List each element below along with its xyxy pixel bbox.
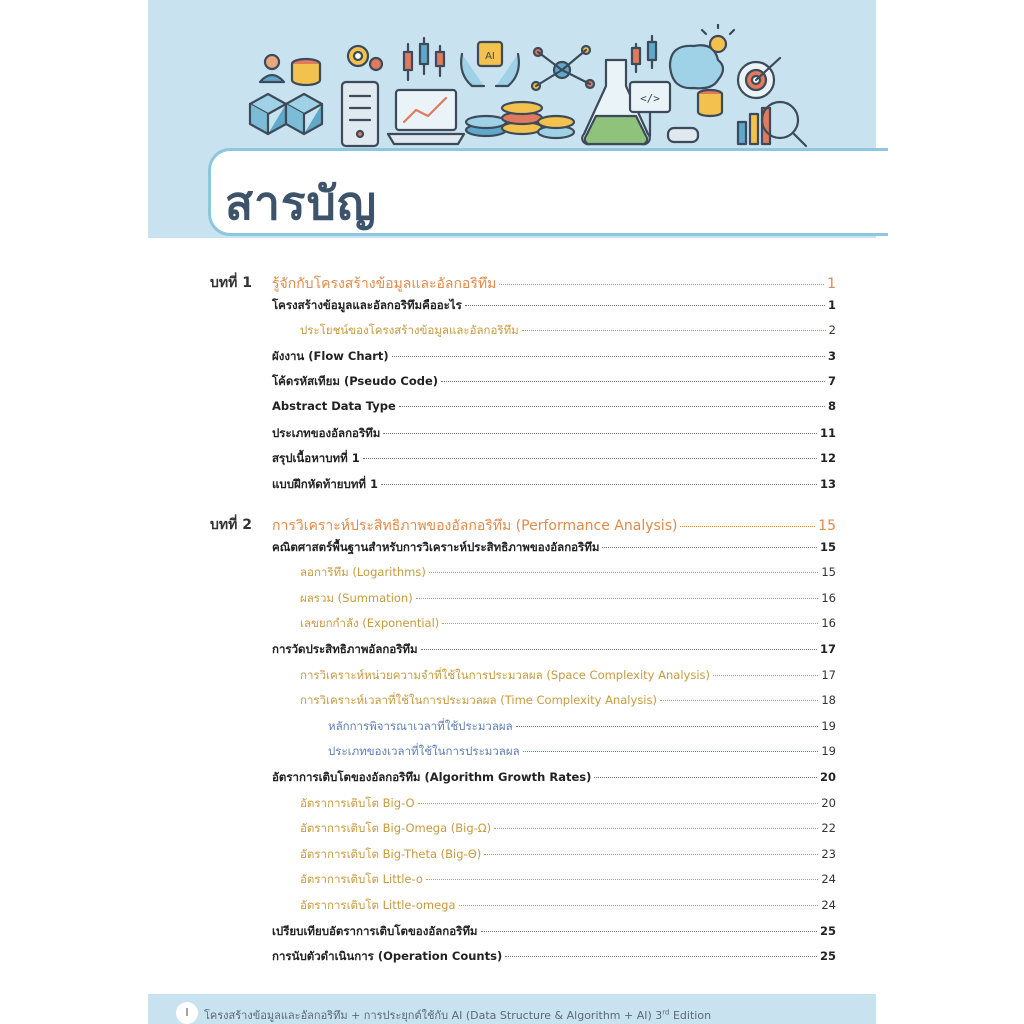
toc-entry-page: 8 — [827, 399, 836, 413]
dot-leader — [416, 598, 819, 599]
toc-entry-title: เปรียบเทียบอัตราการเติบโตของอัลกอริทึม — [272, 923, 478, 938]
toc-entry-page: 23 — [821, 846, 836, 861]
toc-entry[interactable] — [272, 923, 836, 941]
toc-entry[interactable] — [300, 692, 836, 710]
toc-entry[interactable] — [300, 897, 836, 915]
toc-entry[interactable] — [272, 769, 836, 787]
toc-entry[interactable] — [272, 515, 836, 537]
dot-leader — [459, 905, 819, 906]
toc-entry-page: 2 — [828, 323, 836, 338]
toc-entry-page: 24 — [821, 872, 836, 887]
chapter-label: บทที่ 1 — [210, 275, 252, 291]
toc-entry-page: 7 — [827, 374, 836, 389]
toc-entry[interactable] — [300, 590, 836, 608]
toc-entry-page: 25 — [819, 923, 836, 938]
toc-entry[interactable] — [272, 373, 836, 391]
dot-leader — [383, 433, 817, 434]
toc-entry-page: 1 — [827, 276, 836, 292]
toc-entry-page: 11 — [819, 425, 836, 440]
toc-entry-page: 15 — [818, 518, 836, 534]
dot-leader — [465, 305, 825, 306]
footer-text: โครงสร้างข้อมูลและอัลกอริทึม + การประยุกต์ใช้กับ AI (Data Structure & Algorithm + AI) 3rd Edition — [204, 1008, 712, 1022]
dot-leader — [680, 526, 815, 527]
toc-entry-title: การวิเคราะห์ประสิทธิภาพของอัลกอริทึม (Performance Analysis) — [272, 518, 678, 534]
dot-leader — [381, 484, 817, 485]
dot-leader — [426, 879, 818, 880]
toc-entry-title: ประเภทของอัลกอริทึม — [272, 425, 381, 440]
toc-entry[interactable] — [272, 450, 836, 468]
toc-entry[interactable] — [300, 564, 836, 582]
dot-leader — [602, 547, 817, 548]
toc-entry-title: การนับตัวดำเนินการ (Operation Counts) — [272, 949, 503, 964]
toc-entry-page: 20 — [821, 795, 836, 810]
toc-entry-title: ผลรวม (Summation) — [300, 590, 413, 605]
toc-entry-title: การวัดประสิทธิภาพอัลกอริทึม — [272, 642, 418, 656]
toc-entry[interactable] — [328, 718, 836, 736]
dot-leader — [660, 700, 818, 701]
toc-entry-title: อัตราการเติบโตของอัลกอริทึม (Algorithm Growth Rates) — [272, 770, 592, 784]
dot-leader — [392, 356, 825, 357]
toc-entry-page: 18 — [821, 693, 836, 708]
dot-leader — [429, 572, 819, 573]
toc-entry-page: 1 — [827, 297, 836, 312]
dot-leader — [499, 284, 824, 285]
toc-entry[interactable] — [272, 425, 836, 443]
dot-leader — [441, 381, 825, 382]
toc-entry-title: โค้ดรหัสเทียม (Pseudo Code) — [272, 374, 439, 389]
page-footer — [148, 994, 876, 1024]
toc-entry[interactable] — [300, 615, 836, 633]
toc-entry-page: 20 — [819, 770, 836, 784]
toc-entry[interactable] — [272, 948, 836, 966]
toc-entry-page: 19 — [821, 744, 836, 759]
toc-entry-title: ผังงาน (Flow Chart) — [272, 348, 389, 363]
toc-entry-title: Abstract Data Type — [272, 399, 396, 413]
toc-entry-page: 17 — [819, 642, 836, 656]
toc-entry-page: 16 — [821, 616, 836, 631]
toc-entry-page: 15 — [819, 539, 836, 554]
toc-entry-title: อัตราการเติบโต Big-O — [300, 795, 415, 810]
dot-leader — [418, 803, 819, 804]
dot-leader — [421, 649, 817, 650]
toc-entry[interactable] — [272, 641, 836, 659]
toc-entry-title: หลักการพิจารณาเวลาที่ใช้ประมวลผล — [328, 718, 513, 733]
toc-entry-page: 13 — [819, 476, 836, 491]
toc-entry[interactable] — [272, 399, 836, 413]
toc-entry-title: รู้จักกับโครงสร้างข้อมูลและอัลกอริทึม — [272, 276, 497, 292]
toc-entry-page: 25 — [819, 949, 836, 964]
toc-entry[interactable] — [300, 846, 836, 864]
dot-leader — [594, 777, 817, 778]
toc-entry-title: อัตราการเติบโต Big-Theta (Big-Θ) — [300, 846, 482, 861]
toc-entry-page: 16 — [821, 590, 836, 605]
toc-entry-page: 15 — [821, 565, 836, 580]
svg-text:AI: AI — [485, 51, 495, 62]
toc-entry-page: 22 — [821, 821, 836, 836]
dot-leader — [442, 623, 818, 624]
chapter-label: บทที่ 2 — [210, 517, 252, 533]
toc-entry-title: ประเภทของเวลาที่ใช้ในการประมวลผล — [328, 744, 520, 759]
toc-entry[interactable] — [272, 297, 836, 315]
dot-leader — [399, 406, 825, 407]
page-number: I — [176, 1002, 198, 1024]
dot-leader — [484, 854, 818, 855]
toc-entry[interactable] — [300, 322, 836, 340]
toc-entry-page: 3 — [827, 348, 836, 363]
toc-entry-title: โครงสร้างข้อมูลและอัลกอริทึมคืออะไร — [272, 297, 462, 312]
toc-entry-page: 12 — [819, 451, 836, 466]
toc-entry-page: 19 — [821, 718, 836, 733]
svg-text:</>: </> — [640, 92, 660, 105]
toc-entry[interactable] — [272, 476, 836, 494]
toc-entry-title: อัตราการเติบโต Little-omega — [300, 898, 456, 912]
toc-entry-title: การวิเคราะห์หน่วยความจำที่ใช้ในการประมวลผล (Space Complexity Analysis) — [300, 667, 711, 682]
toc-entry-page: 24 — [821, 898, 836, 912]
toc-entry[interactable] — [272, 539, 836, 557]
toc-entry[interactable] — [272, 348, 836, 366]
toc-entry[interactable] — [328, 743, 836, 761]
toc-entry-title: แบบฝึกหัดท้ายบทที่ 1 — [272, 476, 379, 491]
dot-leader — [516, 726, 819, 727]
dot-leader — [523, 751, 819, 752]
toc-entry-title: ประโยชน์ของโครงสร้างข้อมูลและอัลกอริทึม — [300, 323, 519, 338]
toc-entry[interactable] — [300, 871, 836, 889]
toc-entry-title: การวิเคราะห์เวลาที่ใช้ในการประมวลผล (Time Complexity Analysis) — [300, 693, 657, 708]
dot-leader — [481, 931, 817, 932]
dot-leader — [505, 956, 817, 957]
toc-entry-title: คณิตศาสตร์พื้นฐานสำหรับการวิเคราะห์ประสิทธิภาพของอัลกอริทึม — [272, 539, 600, 554]
page-title: สารบัญ — [225, 176, 378, 230]
toc-entry-title: ลอการิทึม (Logarithms) — [300, 565, 426, 580]
dot-leader — [522, 330, 826, 331]
toc-entry-title: อัตราการเติบโต Little-o — [300, 872, 423, 887]
toc-entry-title: เลขยกกำลัง (Exponential) — [300, 616, 440, 631]
toc-entry-title: สรุปเนื้อหาบทที่ 1 — [272, 451, 360, 466]
toc-entry[interactable] — [300, 795, 836, 813]
toc-entry[interactable] — [300, 820, 836, 838]
toc-entry-title: อัตราการเติบโต Big-Omega (Big-Ω) — [300, 821, 492, 836]
dot-leader — [494, 828, 818, 829]
toc-entry-page: 17 — [821, 667, 836, 682]
dot-leader — [363, 458, 817, 459]
dot-leader — [713, 675, 818, 676]
toc-entry[interactable] — [272, 273, 836, 295]
toc-entry[interactable] — [300, 667, 836, 685]
